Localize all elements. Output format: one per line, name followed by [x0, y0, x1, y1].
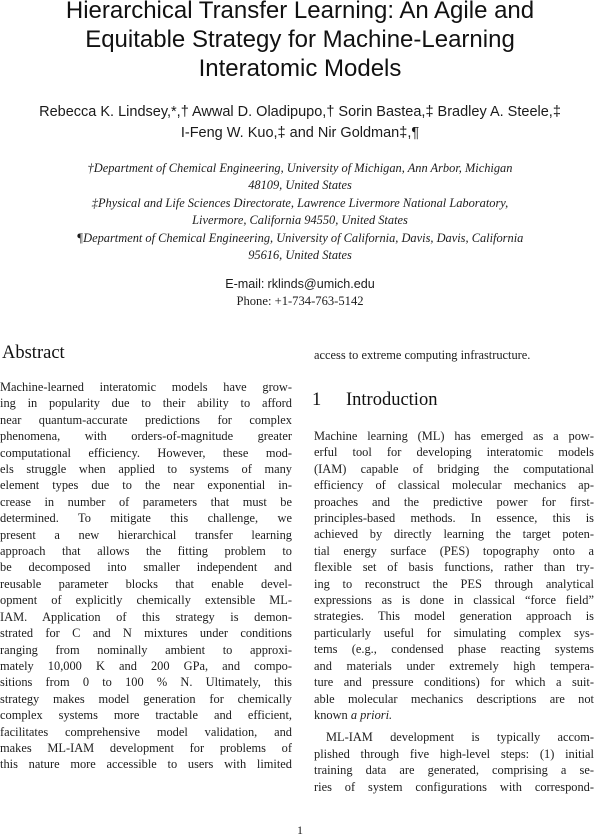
intro-line-text: known: [314, 707, 351, 722]
intro-line: flexible set of basis functions, rather than try-: [314, 560, 594, 575]
abstract-line: facilitates comprehensive model validation, and: [0, 724, 292, 739]
affiliation-line: Livermore, California 94550, United States: [192, 213, 408, 228]
intro-line: training data are generated, comprising a se-: [314, 763, 594, 778]
abstract-line: element types due to the near exponential in-: [0, 478, 292, 493]
phone-number: +1-734-763-5142: [274, 294, 364, 308]
abstract-line: sitions from 0 to 100 % N. Ultimately, this: [0, 675, 292, 690]
abstract-line: els struggle when applied to systems of many: [0, 462, 292, 477]
author-line: Rebecca K. Lindsey,*,† Awwal D. Oladipupo,† Sorin Bastea,‡ Bradley A. Steele,‡: [39, 104, 561, 120]
intro-line: ture and pressure conditions) for which a suit-: [314, 675, 594, 690]
intro-line-italic: a priori.: [350, 707, 393, 722]
abstract-line: complex systems more tractable and efficient,: [0, 708, 292, 723]
abstract-line: Machine-learned interatomic models have grow-: [0, 380, 292, 394]
abstract-line: makes ML-IAM development for problems of: [0, 740, 292, 755]
intro-line: erful tool for developing interatomic models: [314, 445, 594, 460]
title-line: Equitable Strategy for Machine-Learning: [85, 26, 515, 53]
email-label: E-mail:: [225, 277, 265, 291]
abstract-line: approach that allows the fitting problem to: [0, 544, 292, 559]
abstract-line: be decomposed into smaller independent and: [0, 560, 292, 575]
abstract-line: this nature more accessible to users with limited: [0, 757, 292, 772]
intro-line: particularly useful for simulating complex sys-: [314, 625, 594, 640]
abstract-line: strated for C and N mixtures under conditions: [0, 626, 292, 641]
contact-info: [0, 276, 600, 310]
title-line: Hierarchical Transfer Learning: An Agile and: [65, 0, 535, 24]
abstract-body: [0, 379, 292, 773]
abstract-line: near quantum-accurate predictions for complex: [0, 412, 292, 427]
author-list: [0, 102, 600, 144]
affiliation-line: 48109, United States: [248, 178, 352, 193]
intro-line: plished through five high-level steps: (1) initial: [314, 746, 594, 761]
phone-row: [0, 293, 600, 310]
intro-line: [314, 707, 594, 723]
affiliation-line: †Department of Chemical Engineering, University of Michigan, Ann Arbor, Michigan: [87, 161, 513, 175]
intro-line: (IAM) capable of bridging the computational: [314, 461, 594, 476]
paper-title: [0, 0, 600, 83]
intro-line: tial energy surface (PES) topography onto a: [314, 543, 594, 558]
intro-line: efficiency of classical molecular mechanics ap-: [314, 478, 594, 493]
section-title: Introduction: [346, 390, 438, 410]
abstract-line: strategy makes model generation for chemically: [0, 691, 292, 706]
abstract-line: phenomena, with orders-of-magnitude greater: [0, 429, 292, 444]
abstract-line: reusable parameter blocks that enable devel-: [0, 576, 292, 591]
abstract-line: computational efficiency. However, these mod-: [0, 445, 292, 460]
abstract-line: IAM. Application of this strategy is demon-: [0, 609, 292, 624]
affiliation-line: 95616, United States: [248, 248, 352, 263]
abstract-line: present a new hierarchical transfer learning: [0, 527, 292, 542]
introduction-heading: [312, 389, 437, 411]
author-line: I-Feng W. Kuo,‡ and Nir Goldman‡,¶: [180, 125, 420, 141]
title-line: Interatomic Models: [198, 55, 402, 82]
intro-line: expressions as is done in classical “force field”: [314, 593, 594, 608]
email-link[interactable]: rklinds@umich.edu: [267, 277, 375, 291]
intro-line: able molecular mechanics descriptions are not: [314, 691, 594, 706]
intro-line: principles-based methods. In essence, this is: [314, 511, 594, 526]
intro-line: ML-IAM development is typically accom-: [326, 730, 594, 745]
intro-line: strategies. This model generation approach is: [314, 609, 594, 624]
section-number: 1: [312, 390, 322, 410]
intro-line: ing to reconstruct the PES through analytical: [314, 576, 594, 591]
abstract-line: ranging from nominally ambient to approxi-: [0, 642, 292, 657]
phone-label: Phone:: [236, 294, 272, 308]
abstract-heading: Abstract: [2, 343, 65, 363]
intro-line: and materials under extremely high tempera-: [314, 658, 594, 673]
intro-line: tems (e.g., condensed phase reacting systems: [314, 642, 594, 657]
intro-line: ries of system configurations with correspond-: [314, 779, 594, 794]
abstract-line: determined. To mitigate this challenge, we: [0, 511, 292, 526]
email-row: [0, 276, 600, 293]
abstract-line: ing in popularity due to their ability to afford: [0, 396, 292, 411]
affiliations: [0, 160, 600, 264]
affiliation-line: ¶Department of Chemical Engineering, University of California, Davis, Davis, California: [76, 230, 524, 245]
intro-line: achieved by directly learning the target poten-: [314, 527, 594, 542]
abstract-line: crease in number of parameters that must be: [0, 494, 292, 509]
intro-line: proaches and the predictive power for first-: [314, 494, 594, 509]
page-number: 1: [297, 823, 303, 837]
abstract-continuation: access to extreme computing infrastructure.: [314, 348, 531, 362]
abstract-line: mately 10,000 K and 200 GPa, and compo-: [0, 658, 292, 673]
affiliation-line: ‡Physical and Life Sciences Directorate, Lawrence Livermore National Laboratory,: [91, 195, 509, 210]
introduction-body: [314, 428, 594, 795]
intro-line: Machine learning (ML) has emerged as a pow-: [314, 429, 594, 443]
abstract-line: opment of explicitly chemically extensible ML-: [0, 593, 292, 608]
